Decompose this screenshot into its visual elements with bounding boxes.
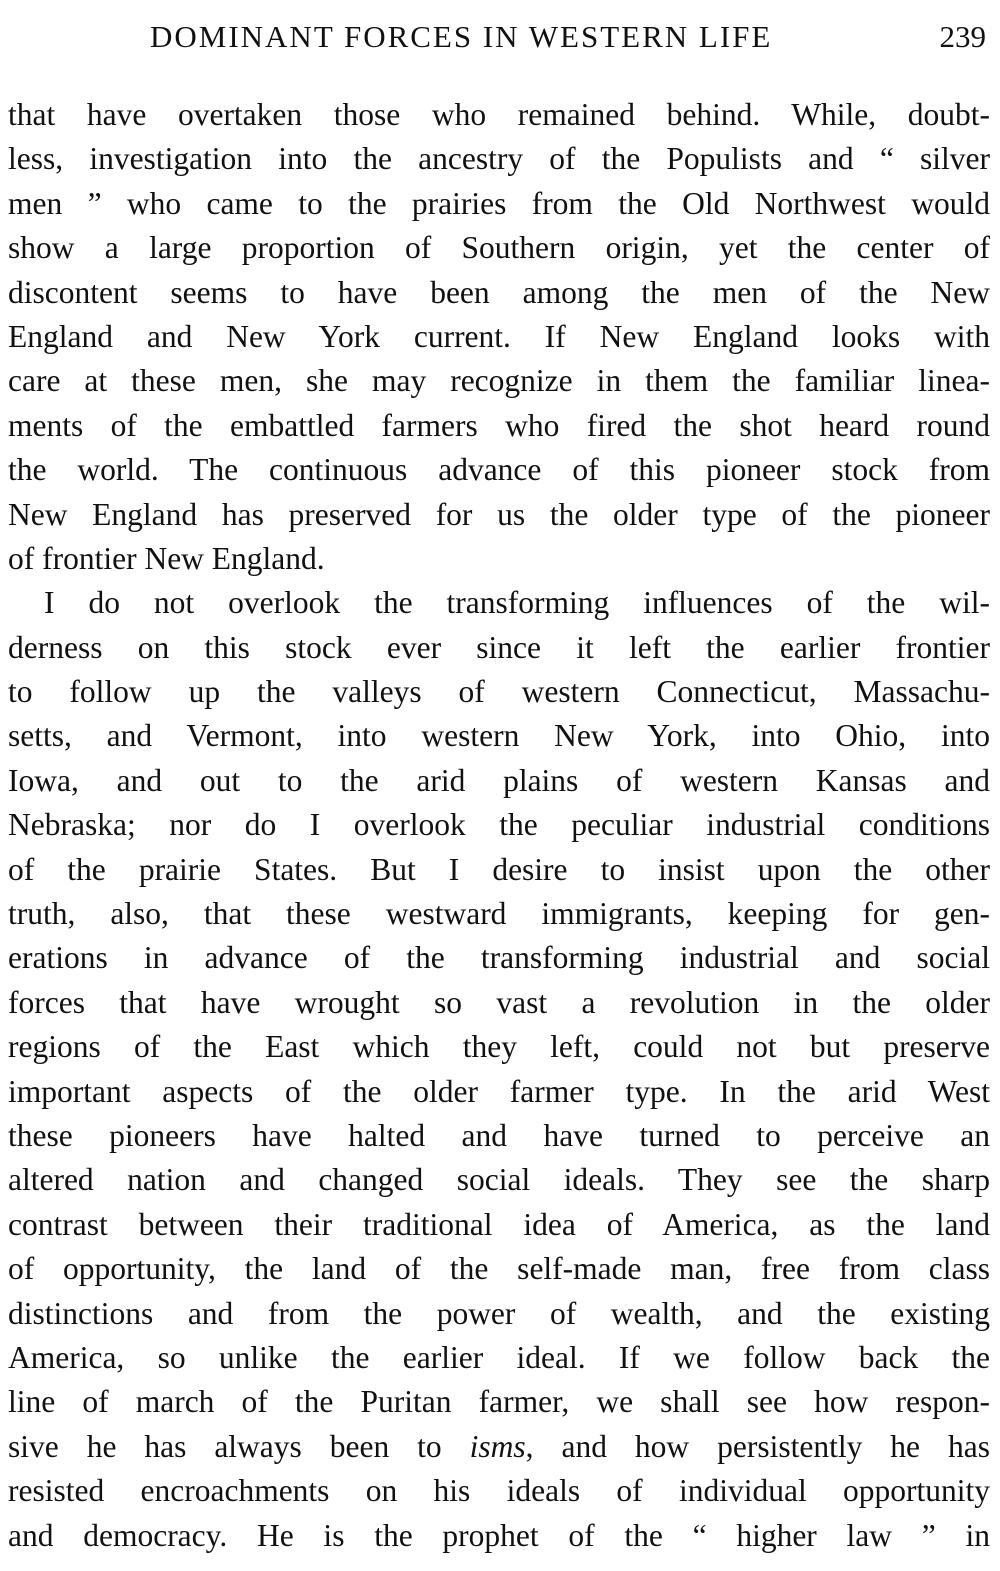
text-line: Iowa, and out to the arid plains of western Kansas and [8,762,990,798]
text-line: ments of the embattled farmers who fired the shot heard round [8,407,990,443]
page-number: 239 [939,19,986,54]
body-text [8,93,990,1558]
text-line: derness on this stock ever since it left the earlier frontier [8,629,990,665]
text-line: Nebraska; nor do I overlook the peculiar industrial conditions [8,807,990,843]
text-line: to follow up the valleys of western Connecticut, Massachu- [8,674,990,710]
text-line: important aspects of the older farmer type. In the arid West [8,1073,990,1109]
text-line: New England has preserved for us the older type of the pioneer [8,496,990,532]
text-line: truth, also, that these westward immigrants, keeping for gen- [8,896,990,932]
text-line: discontent seems to have been among the men of the New [8,274,990,310]
text-line: contrast between their traditional idea of America, as the land [8,1206,990,1242]
text-line: of the prairie States. But I desire to insist upon the other [8,851,990,887]
text-line: America, so unlike the earlier ideal. If we follow back the [8,1339,990,1375]
text-line: England and New York current. If New England looks with [8,318,990,354]
running-title: DOMINANT FORCES IN WESTERN LIFE [150,19,773,54]
text-line: care at these men, she may recognize in them the familiar linea- [8,363,990,399]
text-line: setts, and Vermont, into western New York, into Ohio, into [8,718,990,754]
text-line: line of march of the Puritan farmer, we shall see how respon- [8,1384,990,1420]
text-line: less, investigation into the ancestry of the Populists and “ silver [8,141,990,177]
paragraph-start-line: I do not overlook the transforming influences of the wil- [44,585,990,621]
text-line: the world. The continuous advance of this pioneer stock from [8,452,990,488]
text-line: erations in advance of the transforming industrial and social [8,940,990,976]
text-line-with-italic-isms: sive he has always been to isms, and how persistently he has [8,1428,990,1464]
text-line: men ” who came to the prairies from the Old Northwest would [8,185,990,221]
text-line: and democracy. He is the prophet of the “ higher law ” in [8,1517,990,1553]
text-line: these pioneers have halted and have turned to perceive an [8,1117,990,1153]
text-line: of opportunity, the land of the self-made man, free from class [8,1251,990,1287]
text-line: regions of the East which they left, could not but preserve [8,1029,990,1065]
text-line: show a large proportion of Southern origin, yet the center of [8,230,990,266]
text-line: altered nation and changed social ideals. They see the sharp [8,1162,990,1198]
text-line: distinctions and from the power of wealth, and the existing [8,1295,990,1331]
paragraph-end-line: of frontier New England. [8,540,325,576]
text-line: that have overtaken those who remained behind. While, doubt- [8,97,990,132]
text-line: forces that have wrought so vast a revolution in the older [8,984,990,1020]
text-line: resisted encroachments on his ideals of individual opportunity [8,1473,990,1509]
running-head [10,12,986,62]
